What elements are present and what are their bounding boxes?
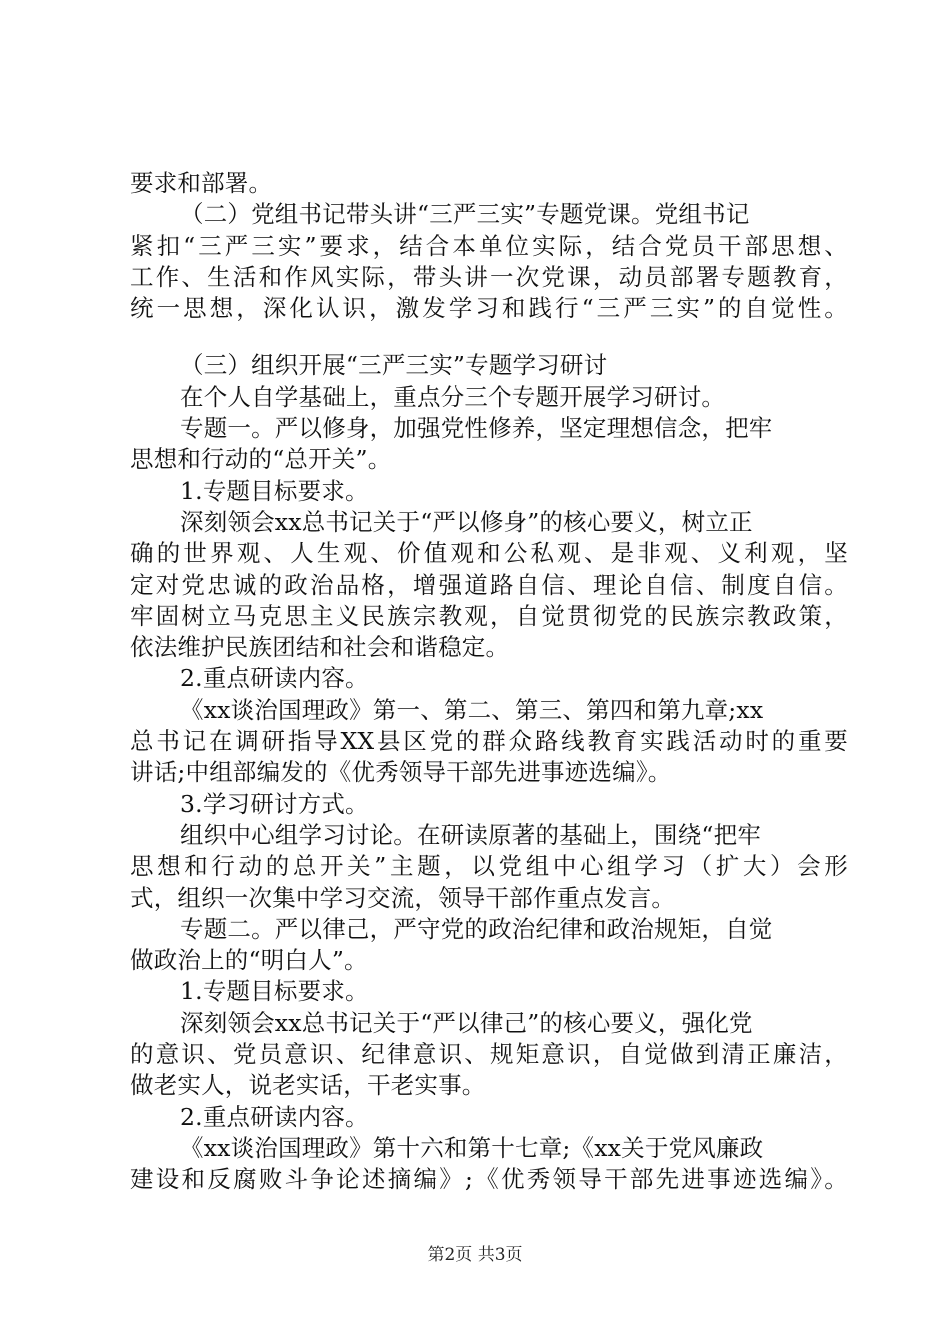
text-line: 定对党忠诚的政治品格，增强道路自信、理论自信、制度自信。: [130, 570, 848, 599]
text-line: 确的世界观、人生观、价值观和公私观、是非观、义利观，坚: [130, 539, 848, 568]
text-line: 要求和部署。: [130, 169, 273, 197]
text-line: 2.重点研读内容。: [180, 664, 369, 693]
text-line: 工作、生活和作风实际，带头讲一次党课，动员部署专题教育，: [130, 262, 848, 291]
text-line: 做老实人，说老实话，干老实事。: [130, 1071, 486, 1100]
text-line: 紧扣“三严三实”要求，结合本单位实际，结合党员干部思想、: [130, 231, 848, 260]
page-footer: [0, 1244, 950, 1266]
text-line: 3.学习研讨方式。: [180, 789, 369, 818]
text-line: 建设和反腐败斗争论述摘编》;《优秀领导干部先进事迹选编》。: [130, 1165, 848, 1194]
text-line: （二）党组书记带头讲“三严三实”专题党课。党组书记: [180, 200, 750, 229]
text-line: 深刻领会xx总书记关于“严以修身”的核心要义，树立正: [180, 507, 753, 536]
text-line: 1.专题目标要求。: [180, 977, 369, 1006]
page-number-label: 第2页 共3页: [427, 1245, 523, 1265]
text-line: 1.专题目标要求。: [180, 476, 369, 505]
text-line: 组织中心组学习讨论。在研读原著的基础上，围绕“把牢: [180, 820, 762, 849]
text-line: 总书记在调研指导XX县区党的群众路线教育实践活动时的重要: [130, 727, 848, 756]
text-line: 《xx谈治国理政》第十六和第十七章;《xx关于党风廉政: [180, 1133, 764, 1162]
text-line: 《xx谈治国理政》第一、第二、第三、第四和第九章;xx: [180, 695, 764, 724]
text-line: 深刻领会xx总书记关于“严以律己”的核心要义，强化党: [180, 1008, 753, 1037]
text-line: 统一思想，深化认识，激发学习和践行“三严三实”的自觉性。: [130, 294, 848, 323]
paragraph-gap: [130, 324, 850, 350]
text-line: 的意识、党员意识、纪律意识、规矩意识，自觉做到清正廉洁，: [130, 1040, 848, 1069]
text-line: 依法维护民族团结和社会和谐稳定。: [130, 633, 510, 662]
text-line: 2.重点研读内容。: [180, 1102, 369, 1131]
paragraph-block-1: [130, 168, 850, 324]
text-line: 专题二。严以律己，严守党的政治纪律和政治规矩，自觉: [180, 914, 773, 943]
document-body: [130, 168, 850, 1196]
text-line: 讲话;中组部编发的《优秀领导干部先进事迹选编》。: [130, 758, 672, 787]
text-line: 牢固树立马克思主义民族宗教观，自觉贯彻党的民族宗教政策，: [130, 601, 848, 630]
paragraph-block-2: [130, 350, 850, 1195]
text-line: 专题一。严以修身，加强党性修养，坚定理想信念，把牢: [180, 414, 773, 443]
text-line: 做政治上的“明白人”。: [130, 946, 368, 975]
text-line: 思想和行动的“总开关”。: [130, 445, 392, 474]
text-line: 思想和行动的总开关”主题，以党组中心组学习（扩大）会形: [130, 852, 848, 881]
text-line: （三）组织开展“三严三实”专题学习研讨: [180, 351, 608, 380]
text-line: 式，组织一次集中学习交流，领导干部作重点发言。: [130, 883, 676, 912]
text-line: 在个人自学基础上，重点分三个专题开展学习研讨。: [180, 382, 726, 411]
